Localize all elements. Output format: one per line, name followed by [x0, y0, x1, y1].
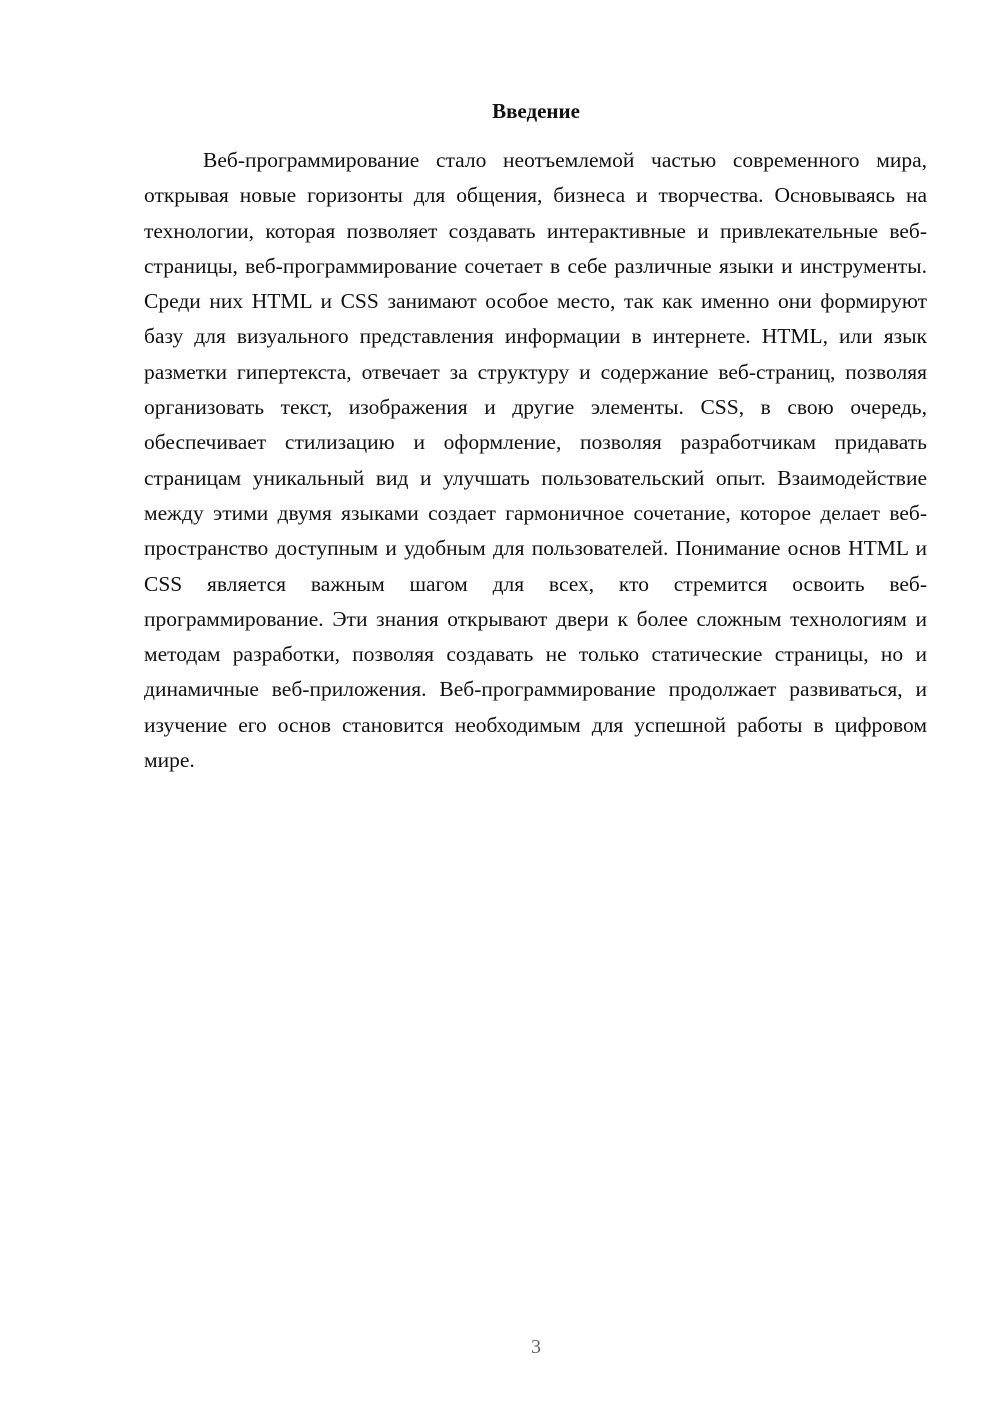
- section-heading: Введение: [492, 99, 580, 123]
- page-number: 3: [531, 1336, 541, 1358]
- body-paragraph: Веб-программирование стало неотъемлемой частью современного мира, открывая новые горизонты для общения, бизнеса и творчества. Основываясь на технологии, которая позволяет создавать интерактивные и привлекательные веб-страницы, веб-программирование сочетает в себе различные языки и инструменты. Среди них HTML и CSS занимают особое место, так как именно они формируют базу для визуального представления информации в интернете. HTML, или язык разметки гипертекста, отвечает за структуру и содержание веб-страниц, позволяя организовать текст, изображения и другие элементы. CSS, в свою очередь, обеспечивает стилизацию и оформление, позволяя разработчикам придавать страницам уникальный вид и улучшать пользовательский опыт. Взаимодействие между этими двумя языками создает гармоничное сочетание, которое делает веб-пространство доступным и удобным для пользователей. Понимание основ HTML и CSS является важным шагом для всех, кто стремится освоить веб-программирование. Эти знания открывают двери к более сложным технологиям и методам разработки, позволяя создавать не только статические страницы, но и динамичные веб-приложения. Веб-программирование продолжает развиваться, и изучение его основ становится необходимым для успешной работы в цифровом мире.: [144, 148, 927, 773]
